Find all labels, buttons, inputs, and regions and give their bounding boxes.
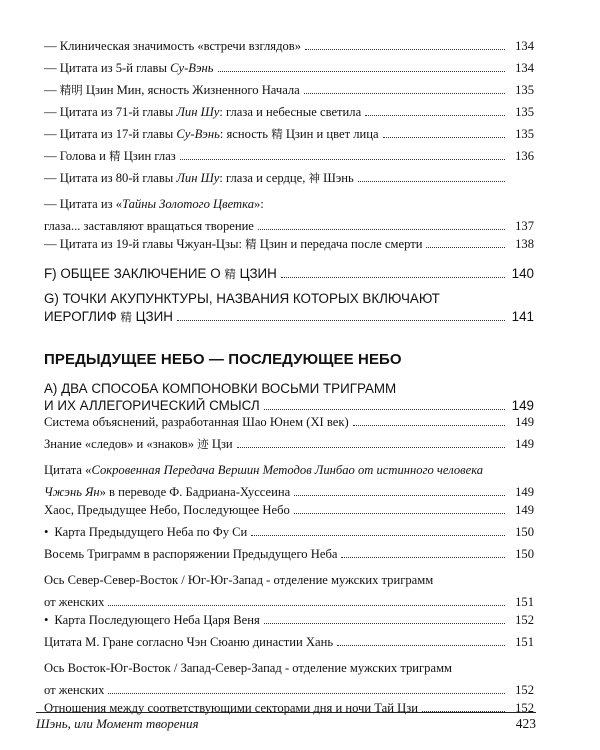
text-fragment: Цзин глаз (120, 149, 176, 163)
text-fragment: : глаза и небесные светила (219, 105, 362, 119)
text-fragment: Цзи (208, 437, 233, 451)
toc-entry-label (44, 546, 337, 562)
leader-dots (383, 137, 505, 138)
toc-entry-os1: Ось Север-Север-Восток / Юг-Юг-Запад - отделение мужских триграмм от женских 151 (44, 573, 534, 609)
page-number: 423 (515, 716, 536, 731)
italic-title: Су-Вэнь (170, 61, 214, 75)
toc-page-number: 136 (515, 149, 534, 163)
toc-entry (44, 60, 534, 82)
text-fragment: — Клиническая значимость «встречи взглядов» (44, 39, 302, 53)
toc-page-number: 137 (515, 219, 534, 233)
chinese-character: 精 (245, 237, 257, 251)
italic-title: Лин Шу (176, 171, 220, 185)
toc-entry-label: Чжэнь Ян» в переводе Ф. Бадриана-Хуссеина (44, 485, 291, 499)
toc-entry (44, 546, 534, 568)
toc-entry-label (44, 170, 354, 186)
chapter-title: ПРЕДЫДУЩЕЕ НЕБО — ПОСЛЕДУЮЩЕЕ НЕБО (44, 351, 402, 368)
table-of-contents (44, 38, 534, 722)
toc-page-number: 149 (515, 503, 534, 517)
leader-dots (108, 693, 505, 694)
toc-page-number: 151 (515, 595, 534, 609)
text-fragment: Цзин и передача после смерти (256, 237, 423, 251)
toc-page-number: 135 (515, 105, 534, 119)
toc-entry (44, 126, 534, 148)
toc-page-number: 141 (511, 309, 534, 324)
toc-entry-label: от женских (44, 683, 105, 697)
leader-dots (365, 115, 505, 116)
toc-entry-label (44, 60, 214, 76)
text-fragment: — Цитата из 17-й главы (44, 127, 177, 141)
section-a-line2: И ИХ АЛЛЕГОРИЧЕСКИЙ СМЫСЛ (44, 398, 260, 413)
toc-entry (44, 170, 534, 192)
toc-page-number: 134 (515, 61, 534, 75)
chinese-character: 神 (308, 171, 320, 185)
toc-entry (44, 82, 534, 104)
toc-entry-label (44, 126, 379, 142)
toc-page-number: 149 (515, 485, 534, 499)
toc-page-number: 149 (511, 398, 534, 413)
toc-group-d (44, 502, 534, 568)
text-fragment: Карта Предыдущего Неба по Фу Си (54, 525, 248, 539)
text-fragment: Восемь Триграмм в распоряжении Предыдущего Неба (44, 547, 338, 561)
leader-dots (305, 49, 505, 50)
chinese-character: 迹 (197, 437, 209, 451)
leader-dots (358, 181, 505, 182)
toc-entry-citata: Цитата «Сокровенная Передача Вершин Методов Линбао от истинного человека Чжэнь Ян» в переводе Ф. Бадриана-Хуссеина 149 (44, 463, 534, 499)
leader-dots (180, 159, 505, 160)
toc-entry-tayny: — Цитата из «Тайны Золотого Цветка»: глаза... заставляют вращаться творение 137 (44, 197, 534, 233)
toc-page-number: 134 (515, 39, 534, 53)
toc-entry-label (44, 38, 301, 54)
toc-page-number: 149 (515, 415, 534, 429)
toc-entry (44, 104, 534, 126)
toc-entry (44, 524, 534, 546)
toc-entry-label (44, 236, 422, 252)
toc-entry-label: от женских (44, 595, 105, 609)
leader-dots (264, 409, 505, 410)
toc-page-number: 150 (515, 525, 534, 539)
text-fragment: Отношения между соответствующими секторами дня и ночи Тай Цзи (44, 701, 418, 715)
toc-entry (44, 38, 534, 60)
text-fragment: : глаза и сердце, (219, 171, 309, 185)
toc-entry (44, 414, 534, 436)
toc-group-e (44, 612, 534, 656)
bullet: • (44, 525, 49, 539)
text-fragment: — (44, 83, 60, 97)
leader-dots (281, 277, 505, 278)
section-f-label (44, 266, 277, 282)
toc-entry (44, 436, 534, 458)
toc-group-a (44, 38, 534, 192)
toc-entry (44, 502, 534, 524)
leader-dots (341, 557, 505, 558)
section-g-line1: G) ТОЧКИ АКУПУНКТУРЫ, НАЗВАНИЯ КОТОРЫХ ВКЛЮЧАЮТ (44, 291, 440, 306)
text-fragment: — Цитата из 80-й главы (44, 171, 177, 185)
running-title: Шэнь, или Момент творения (36, 716, 199, 731)
italic-title: Лин Шу (176, 105, 220, 119)
text-fragment: Цзин и цвет лица (282, 127, 379, 141)
chinese-character: 精 (271, 127, 283, 141)
text-fragment: Карта Последующего Неба Царя Веня (54, 613, 260, 627)
toc-page-number: 152 (515, 613, 534, 627)
chinese-character: 精 (120, 310, 132, 324)
bullet: • (44, 613, 49, 627)
toc-page-number: 135 (515, 83, 534, 97)
toc-page-number: 135 (515, 127, 534, 141)
text-fragment: — Цитата из 5-й главы (44, 61, 171, 75)
toc-entry-label (44, 148, 176, 164)
text-fragment: ЦЗИН (235, 266, 277, 281)
text-fragment: ИЕРОГЛИФ (44, 309, 121, 324)
text-fragment: — Цитата из 71-й главы (44, 105, 177, 119)
page-footer (36, 712, 536, 732)
toc-entry-label (44, 414, 349, 430)
text-fragment: Цзин Мин, ясность Жизненного Начала (82, 83, 300, 97)
text-fragment: F) ОБЩЕЕ ЗАКЛЮЧЕНИЕ О (44, 266, 225, 281)
leader-dots (264, 623, 505, 624)
toc-entry-label (44, 612, 260, 628)
section-g-line2 (44, 309, 173, 325)
toc-entry-label (44, 104, 361, 120)
toc-group-c (44, 414, 534, 458)
chinese-character: 精明 (59, 83, 83, 97)
leader-dots (177, 320, 505, 321)
leader-dots (251, 535, 505, 536)
text-fragment: — Цитата из 19-й главы Чжуан-Цзы: (44, 237, 246, 251)
chinese-character: 精 (109, 149, 121, 163)
leader-dots (218, 71, 505, 72)
toc-entry-label (44, 502, 290, 518)
text-fragment: Знание «следов» и «знаков» (44, 437, 198, 451)
toc-page-number: 150 (515, 547, 534, 561)
toc-entry-label: глаза... заставляют вращаться творение (44, 219, 254, 233)
toc-entry-label (44, 82, 300, 98)
leader-dots (353, 425, 505, 426)
toc-entry (44, 634, 534, 656)
toc-page-number: 152 (515, 683, 534, 697)
toc-page-number: 138 (515, 237, 534, 251)
leader-dots (108, 605, 505, 606)
text-fragment: Система объяснений, разработанная Шао Юнем (XI век) (44, 415, 349, 429)
text-fragment: Шэнь (320, 171, 354, 185)
toc-page-number: 151 (515, 635, 534, 649)
toc-entry-os2: Ось Восток-Юг-Восток / Запад-Север-Запад - отделение мужских триграмм от женских 152 (44, 661, 534, 697)
text-fragment: Цитата М. Гране согласно Чэн Сюаню династии Хань (44, 635, 334, 649)
toc-entry (44, 612, 534, 634)
toc-section-a (44, 380, 534, 414)
toc-section-g (44, 290, 534, 325)
text-fragment: Хаос, Предыдущее Небо, Последующее Небо (44, 503, 290, 517)
toc-entry-label (44, 634, 333, 650)
leader-dots (337, 645, 505, 646)
toc-entry-label (44, 524, 247, 540)
text-fragment: — Голова и (44, 149, 110, 163)
italic-title: Су-Вэнь (176, 127, 220, 141)
leader-dots (258, 229, 505, 230)
toc-group-b (44, 236, 534, 258)
toc-section-f (44, 266, 534, 282)
toc-entry (44, 236, 534, 258)
toc-entry-label (44, 436, 233, 452)
toc-page-number: 149 (515, 437, 534, 451)
leader-dots (237, 447, 505, 448)
leader-dots (294, 495, 505, 496)
chinese-character: 精 (224, 267, 236, 281)
text-fragment: ЦЗИН (131, 309, 173, 324)
text-fragment: : ясность (219, 127, 272, 141)
leader-dots (426, 247, 505, 248)
leader-dots (304, 93, 505, 94)
section-a-line1: A) ДВА СПОСОБА КОМПОНОВКИ ВОСЬМИ ТРИГРАММ (44, 381, 397, 396)
toc-entry (44, 148, 534, 170)
toc-page-number: 152 (515, 701, 534, 715)
toc-page-number: 140 (511, 266, 534, 281)
leader-dots (294, 513, 505, 514)
